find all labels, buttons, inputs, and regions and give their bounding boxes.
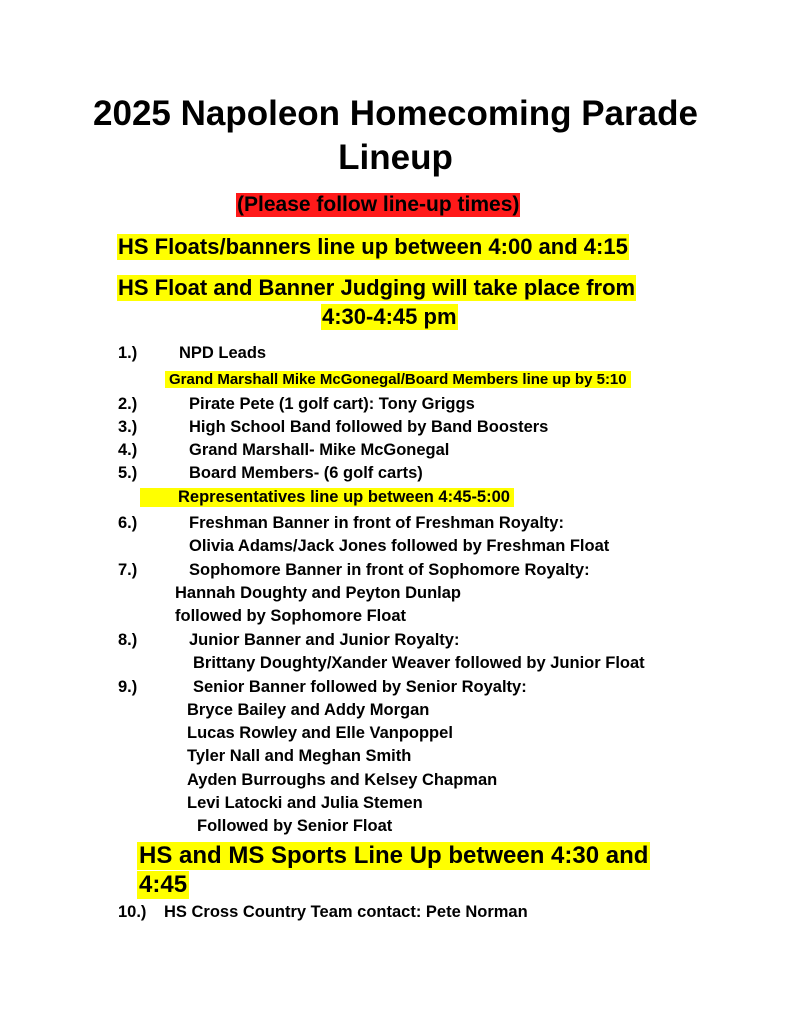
- lineup-note: Grand Marshall Mike McGonegal/Board Members line up by 5:10: [165, 371, 631, 388]
- judging-heading-line-1: HS Float and Banner Judging will take place from: [118, 275, 636, 300]
- item-subline: Tyler Nall and Meghan Smith: [187, 747, 412, 765]
- item-number: 6.): [118, 514, 138, 532]
- judging-heading-line-2: 4:30-4:45 pm: [322, 304, 457, 329]
- sports-heading-line-2: 4:45: [139, 871, 188, 898]
- item-subline: Followed by Senior Float: [197, 817, 393, 835]
- item-number: 1.): [118, 344, 138, 362]
- item-number: 10.): [118, 903, 147, 921]
- item-text: Pirate Pete (1 golf cart): Tony Griggs: [189, 395, 475, 413]
- item-subline: Hannah Doughty and Peyton Dunlap: [175, 584, 462, 602]
- item-text: Junior Banner and Junior Royalty:: [189, 631, 460, 649]
- item-subline: Bryce Bailey and Addy Morgan: [187, 701, 430, 719]
- item-subline: Levi Latocki and Julia Stemen: [187, 794, 423, 812]
- lineup-note: Representatives line up between 4:45-5:00: [140, 488, 514, 507]
- item-number: 2.): [118, 395, 138, 413]
- item-number: 8.): [118, 631, 138, 649]
- item-text: Grand Marshall- Mike McGonegal: [189, 441, 450, 459]
- item-text: High School Band followed by Band Boosters: [189, 418, 549, 436]
- item-subline: Lucas Rowley and Elle Vanpoppel: [187, 724, 453, 742]
- item-text: Freshman Banner in front of Freshman Royalty:: [189, 514, 564, 532]
- item-text: NPD Leads: [179, 344, 267, 362]
- item-number: 4.): [118, 441, 138, 459]
- item-subline: Olivia Adams/Jack Jones followed by Freshman Float: [189, 537, 610, 555]
- item-number: 9.): [118, 678, 138, 696]
- item-subline: Ayden Burroughs and Kelsey Chapman: [187, 771, 498, 789]
- item-text: HS Cross Country Team contact: Pete Norman: [164, 903, 528, 921]
- item-subline: followed by Sophomore Float: [175, 607, 406, 625]
- item-text: Senior Banner followed by Senior Royalty:: [193, 678, 527, 696]
- item-text: Board Members- (6 golf carts): [189, 464, 423, 482]
- item-number: 3.): [118, 418, 138, 436]
- floats-lineup-heading: HS Floats/banners line up between 4:00 and 4:15: [118, 234, 628, 259]
- page-title-line-1: 2025 Napoleon Homecoming Parade: [93, 94, 698, 133]
- sports-heading-line-1: HS and MS Sports Line Up between 4:30 and: [139, 842, 649, 869]
- item-text: Sophomore Banner in front of Sophomore Royalty:: [189, 561, 590, 579]
- notice-banner: (Please follow line-up times): [237, 193, 520, 216]
- item-number: 5.): [118, 464, 138, 482]
- item-number: 7.): [118, 561, 138, 579]
- page-title-line-2: Lineup: [338, 138, 453, 177]
- item-subline: Brittany Doughty/Xander Weaver followed by Junior Float: [193, 654, 645, 672]
